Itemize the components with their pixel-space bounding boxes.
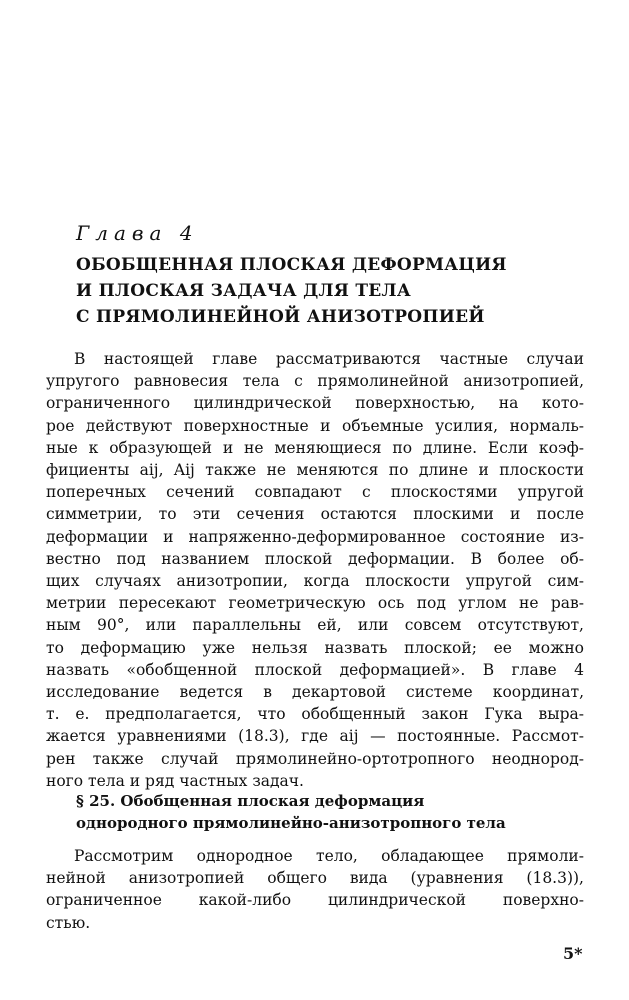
intro-paragraph (46, 348, 584, 792)
text-line: нейной анизотропией общего вида (уравнения (18.3)), (46, 869, 584, 888)
section-heading-line: § 25. Обобщенная плоская деформация (76, 792, 425, 810)
page-number: 5* (563, 944, 583, 963)
text-line: жается уравнениями (18.3), где aij — постоянные. Рассмот- (46, 727, 584, 746)
text-line: стью. (46, 913, 91, 932)
text-line: фициенты aij, Aij также не меняются по длине и плоскости (46, 461, 584, 480)
text-line: Рассмотрим однородное тело, обладающее прямоли- (74, 847, 584, 865)
text-line: упругого равновесия тела с прямолинейной анизотропией, (46, 372, 584, 391)
section-heading-line: однородного прямолинейно-анизотропного тела (76, 814, 506, 832)
text-line: В настоящей главе рассматриваются частные случаи (74, 350, 584, 368)
text-line: т. е. предполагается, что обобщенный закон Гука выра- (46, 705, 584, 724)
section-paragraph (46, 845, 584, 934)
text-line: вестно под названием плоской деформации. В более об- (46, 549, 584, 568)
text-line: щих случаях анизотропии, когда плоскости упругой сим- (46, 572, 584, 591)
chapter-title (76, 252, 556, 330)
text-line: поперечных сечений совпадают с плоскостями упругой (46, 483, 584, 502)
chapter-title-line: И ПЛОСКАЯ ЗАДАЧА ДЛЯ ТЕЛА (76, 281, 412, 301)
chapter-title-line: С ПРЯМОЛИНЕЙНОЙ АНИЗОТРОПИЕЙ (76, 307, 485, 327)
text-line: деформации и напряженно-деформированное состояние из- (46, 527, 584, 546)
text-line: симметрии, то эти сечения остаются плоскими и после (46, 505, 584, 524)
text-line: то деформацию уже нельзя назвать плоской; ее можно (46, 638, 584, 657)
text-line: рое действуют поверхностные и объемные усилия, нормаль- (46, 416, 584, 435)
text-line: назвать «обобщенной плоской деформацией». В главе 4 (46, 660, 584, 679)
chapter-label: Глава 4 (76, 221, 199, 245)
text-line: ные к образующей и не меняющиеся по длине. Если коэф- (46, 438, 584, 457)
text-line: ным 90°, или параллельны ей, или совсем отсутствуют, (46, 616, 584, 635)
text-line: метрии пересекают геометрическую ось под углом не рав- (46, 594, 584, 613)
text-line: рен также случай прямолинейно-ортотропного неоднород- (46, 749, 584, 768)
text-line: исследование ведется в декартовой системе координат, (46, 683, 584, 702)
text-line: ного тела и ряд частных задач. (46, 771, 304, 790)
text-line: ограниченного цилиндрической поверхностью, на кото- (46, 394, 584, 413)
chapter-title-line: ОБОБЩЕННАЯ ПЛОСКАЯ ДЕФОРМАЦИЯ (76, 255, 507, 275)
text-line: ограниченное какой-либо цилиндрической поверхно- (46, 891, 584, 910)
section-heading (76, 790, 546, 834)
